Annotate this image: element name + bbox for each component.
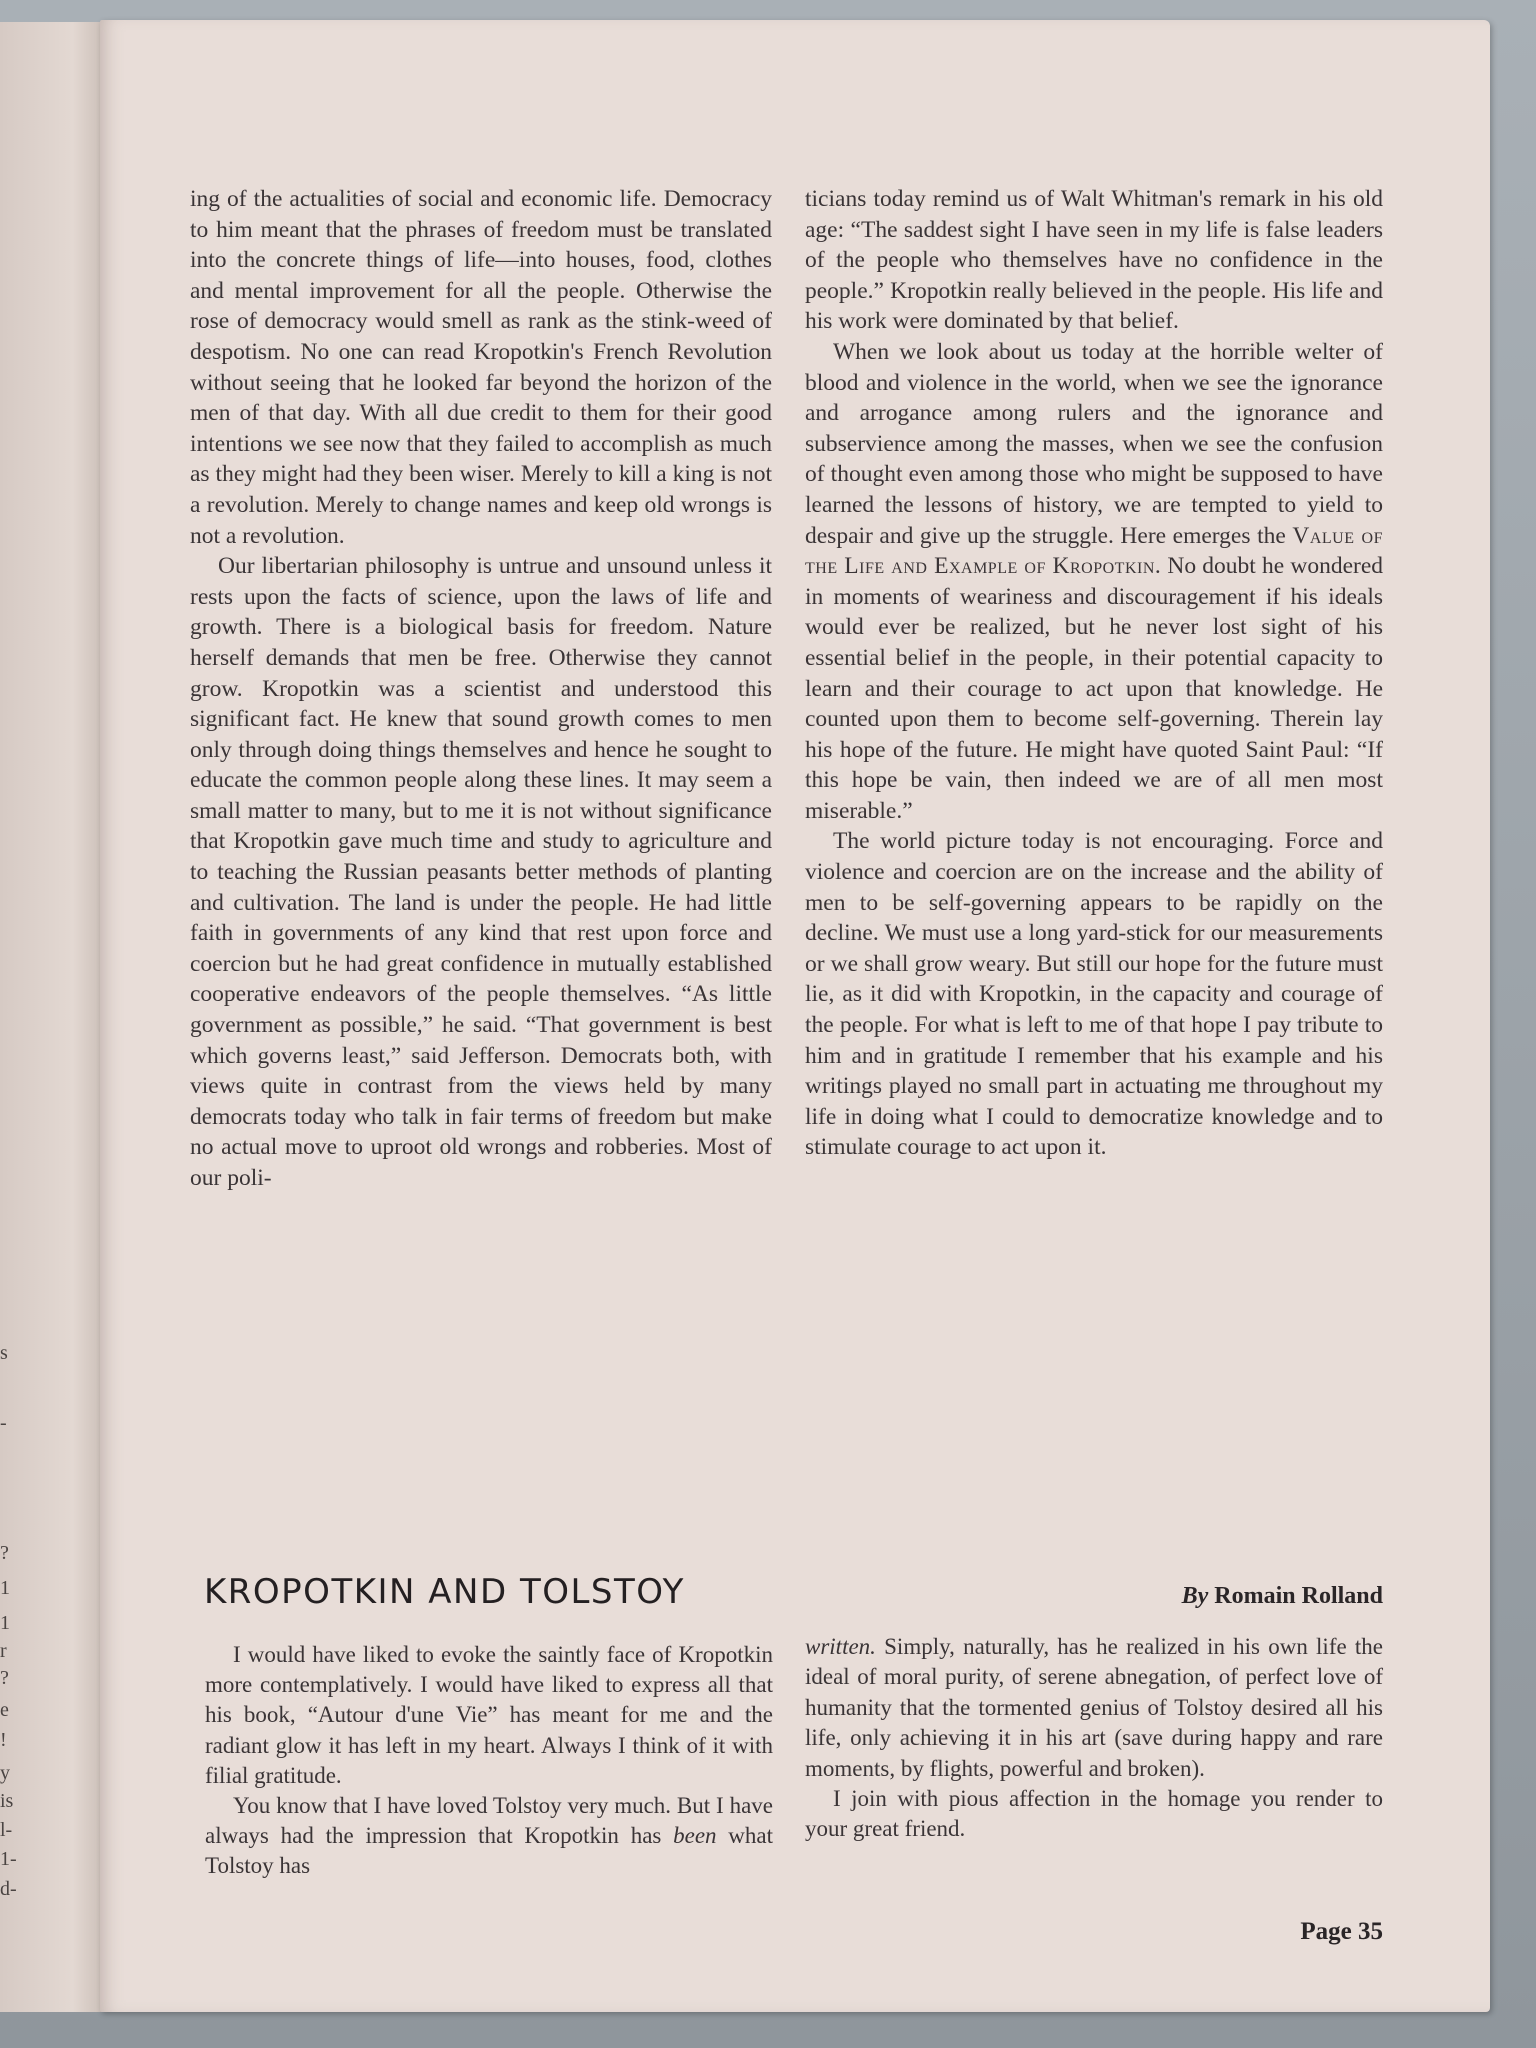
left-page-fragment: e xyxy=(0,1699,9,1721)
text-run: Simply, naturally, has he realized in his own life the ideal of moral purity, of serene abnegation, of perfect love of humanity that the tormented genius of Tolstoy desired all his life, only achieving it in his art (save during happy and rare moments, by flights, powerful and broken). xyxy=(805,1634,1383,1781)
left-page-fragment: s xyxy=(0,1342,8,1364)
paragraph: I would have liked to evoke the saintly face of Kropotkin more contemplatively. I would have liked to express all that his book, “Autour d'une Vie” has meant for me and the radiant glow it has left in my heart. Always I think of it with filial gratitude. xyxy=(205,1642,773,1788)
byline-prefix: By xyxy=(1181,1583,1209,1609)
text-run: You know that I have loved Tolstoy very much. But I have always had the impression that Kropotkin has xyxy=(205,1793,773,1849)
paragraph xyxy=(805,1632,1383,1784)
paragraph xyxy=(205,1791,773,1882)
column-top-right xyxy=(805,184,1383,1163)
small-caps-phrase: Value of the Life and Example of Kropotkin. xyxy=(805,522,1383,580)
byline xyxy=(960,1583,1383,1610)
column-bottom-left xyxy=(205,1640,773,1882)
text-run: No doubt he wondered in moments of weariness and discouragement if his ideals would ever be realized, but he never lost sight of his essential belief in the people, in their potential capacity to learn and their courage to act upon that knowledge. He counted upon them to become self-governing. Therein lay his hope of the future. He might have quoted Saint Paul: “If this hope be vain, then indeed we are of all men most miserable.” xyxy=(805,553,1383,824)
article-title: KROPOTKIN AND TOLSTOY xyxy=(204,1572,685,1613)
paragraph: Our libertarian philosophy is untrue and unsound unless it rests upon the facts of science, upon the laws of life and growth. There is a biological basis for freedom. Nature herself demands that men be free. Otherwise they cannot grow. Kropotkin was a scientist and understood this significant fact. He knew that sound growth comes to men only through doing things themselves and hence he sought to educate the common people along these lines. It may seem a small matter to many, but to me it is not without significance that Kropotkin gave much time and study to agriculture and to teaching the Russian peasants better methods of planting and cultivation. The land is under the people. He had little faith in governments of any kind that rest upon force and coercion but he had great confidence in mutually established cooperative endeavors of the people themselves. “As little government as possible,” he said. “That government is best which governs least,” said Jefferson. Democrats both, with views quite in contrast from the views held by many democrats today who talk in fair terms of freedom but make no actual move to uproot old wrongs and robberies. Most of our poli- xyxy=(190,553,772,1191)
emphasis: written. xyxy=(805,1634,876,1659)
left-page-fragment: ! xyxy=(0,1729,7,1751)
magazine-page xyxy=(100,20,1490,2012)
left-page-fragment: ? xyxy=(0,1542,9,1564)
column-top-left xyxy=(190,184,772,1194)
left-page-fragment: d- xyxy=(0,1878,17,1900)
paragraph: The world picture today is not encouraging. Force and violence and coercion are on the increase and the ability of men to be self-governing appears to be rapidly on the decline. We must use a long yard-stick for our measurements or we shall grow weary. But still our hope for the future must lie, as it did with Kropotkin, in the capacity and courage of the people. For what is left to me of that hope I pay tribute to him and in gratitude I remember that his example and his writings played no small part in actuating me throughout my life in doing what I could to democratize knowledge and to stimulate courage to act upon it. xyxy=(805,828,1383,1161)
paragraph: I join with pious affection in the homage you render to your great friend. xyxy=(805,1786,1383,1842)
emphasis: been xyxy=(673,1823,717,1849)
left-page-fragment: - xyxy=(0,1412,7,1434)
left-page-fragment: is xyxy=(0,1790,14,1812)
byline-author: Romain Rolland xyxy=(1214,1583,1383,1609)
text-run: When we look about us today at the horrible welter of blood and violence in the world, when we see the ignorance and arrogance among rulers and the ignorance and subservience among the masses, when we see the confusion of thought even among those who might be supposed to have learned the lessons of history, we are tempted to yield to despair and give up the struggle. Here emerges the xyxy=(805,338,1383,549)
left-page-fragment: ? xyxy=(0,1667,9,1689)
column-bottom-right xyxy=(805,1632,1383,1845)
left-page-edge xyxy=(0,22,106,2012)
left-page-fragment: r xyxy=(0,1640,7,1662)
page-number: Page 35 xyxy=(1300,1918,1383,1945)
left-page-fragment: 1- xyxy=(0,1848,17,1870)
left-page-fragment: l- xyxy=(0,1819,13,1841)
paragraph: ticians today remind us of Walt Whitman's remark in his old age: “The saddest sight I have seen in my life is false leaders of the people who themselves have no confidence in the people.” Kropotkin really believed in the people. His life and his work were dominated by that belief. xyxy=(805,186,1383,335)
left-page-fragment: 1 xyxy=(0,1612,10,1634)
paragraph xyxy=(805,337,1383,827)
paragraph: ing of the actualities of social and economic life. Democracy to him meant that the phrases of freedom must be translated into the concrete things of life—into houses, food, clothes and mental improvement for all the people. Otherwise the rose of democracy would smell as rank as the stink-weed of despotism. No one can read Kropotkin's French Revolution without seeing that he looked far beyond the horizon of the men of that day. With all due credit to them for their good intentions we see now that they failed to accomplish as much as they might had they been wiser. Merely to kill a king is not a revolution. Merely to change names and keep old wrongs is not a revolution. xyxy=(190,186,772,549)
text-run: what Tolstoy has xyxy=(205,1823,773,1879)
left-page-fragment: y xyxy=(0,1762,10,1784)
left-page-fragment: 1 xyxy=(0,1577,10,1599)
